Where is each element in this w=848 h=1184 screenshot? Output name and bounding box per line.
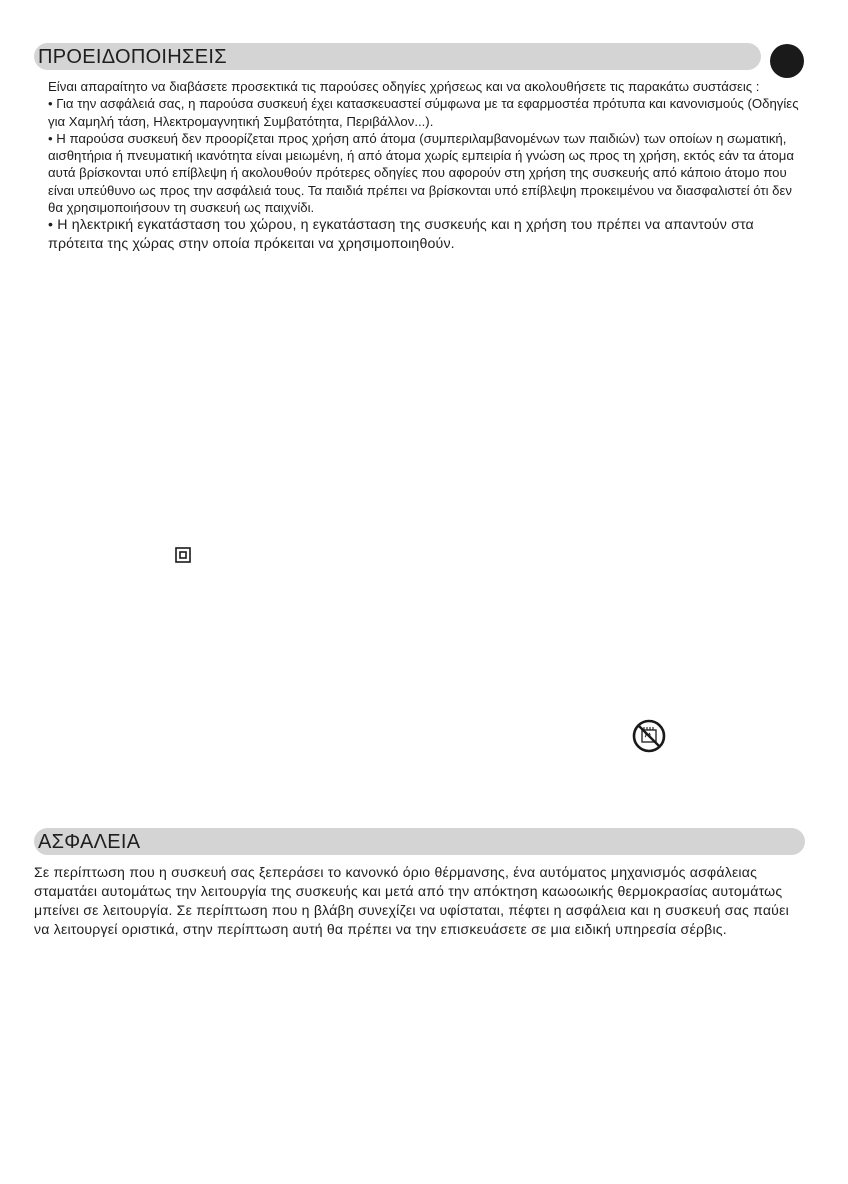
section-header-safety	[34, 828, 805, 855]
section-title-safety: ΑΣΦΑΛΕΙΑ	[38, 831, 141, 853]
warnings-bullet-standards: • Για την ασφάλειά σας, η παρούσα συσκευή έχει κατασκευαστεί σύμφωνα με τα εφαρμοστέα πρότυπα και κανονισμούς (Οδηγίες για Χαμηλή τάση, Ηλεκτρομαγνητική Συμβατότητα, Περιβάλλον...).	[48, 96, 799, 129]
warnings-bullet-persons: • Η παρούσα συσκευή δεν προορίζεται προς χρήση από άτομα (συμπεριλαμβανομένων των παιδιών) των οποίων η σωματική, αισθητήρια ή πνευματική ικανότητα είναι μειωμένη, ή από άτομα χωρίς εμπειρία ή γνώση ως προς τη χρήση, εκτός εάν τα άτομα αυτά βρίσκονται υπό επίβλεψη ή ακολουθούν πρότερες οδηγίες που αφορούν στη χρήση της συσκευής από κάποιο άτομο που είναι υπεύθυνο ως προς την ασφάλειά τους. Τα παιδιά πρέπει να βρίσκονται υπό επίβλεψη προκειμένου να διασφαλιστεί ότι δεν θα χρησιμοποιήσουν τη συσκευή ως παιχνίδι.	[48, 130, 794, 216]
section-header-warnings	[34, 43, 761, 70]
page-marker-dot	[770, 44, 804, 78]
warnings-body	[48, 78, 810, 254]
warnings-intro: Είναι απαραίτητο να διαβάσετε προσεκτικά τις παρούσες οδηγίες χρήσεως και να ακολουθήσετε τις παρακάτω συστάσεις :	[48, 79, 760, 94]
safety-body	[34, 863, 796, 939]
double-insulation-icon	[175, 547, 191, 563]
do-not-cover-icon	[632, 719, 666, 753]
safety-text: Σε περίπτωση που η συσκευή σας ξεπεράσει το κανονκό όριο θέρμανσης, ένα αυτόματος μηχανισμός ασφάλειας σταματάει αυτομάτως την λειτουργία της συσκευής και μετά από την απόκτηση καωοωικής θερμοκρασίας αυτομάτως μπείνει σε λειτουργία. Σε περίπτωση που η βλάβη συνεχίζει να υφίσταται, πέφτει η ασφάλεια και η συσκευή σας παύει να λειτουργεί οριστικά, στην περίπτωση αυτή θα πρέπει να την επισκευάσετε σε μια ειδική υπηρεσία σέρβις.	[34, 864, 789, 937]
section-title-warnings: ΠΡΟΕΙΔΟΠΟΙΗΣΕΙΣ	[38, 46, 227, 68]
warnings-bullet-installation: • Η ηλεκτρική εγκατάσταση του χώρου, η εγκατάσταση της συσκευής και η χρήση του πρέπει να απαντούν στα πρότειτα της χώρας στην οποία πρόκειται να χρησιμοποιηθούν.	[48, 217, 754, 253]
